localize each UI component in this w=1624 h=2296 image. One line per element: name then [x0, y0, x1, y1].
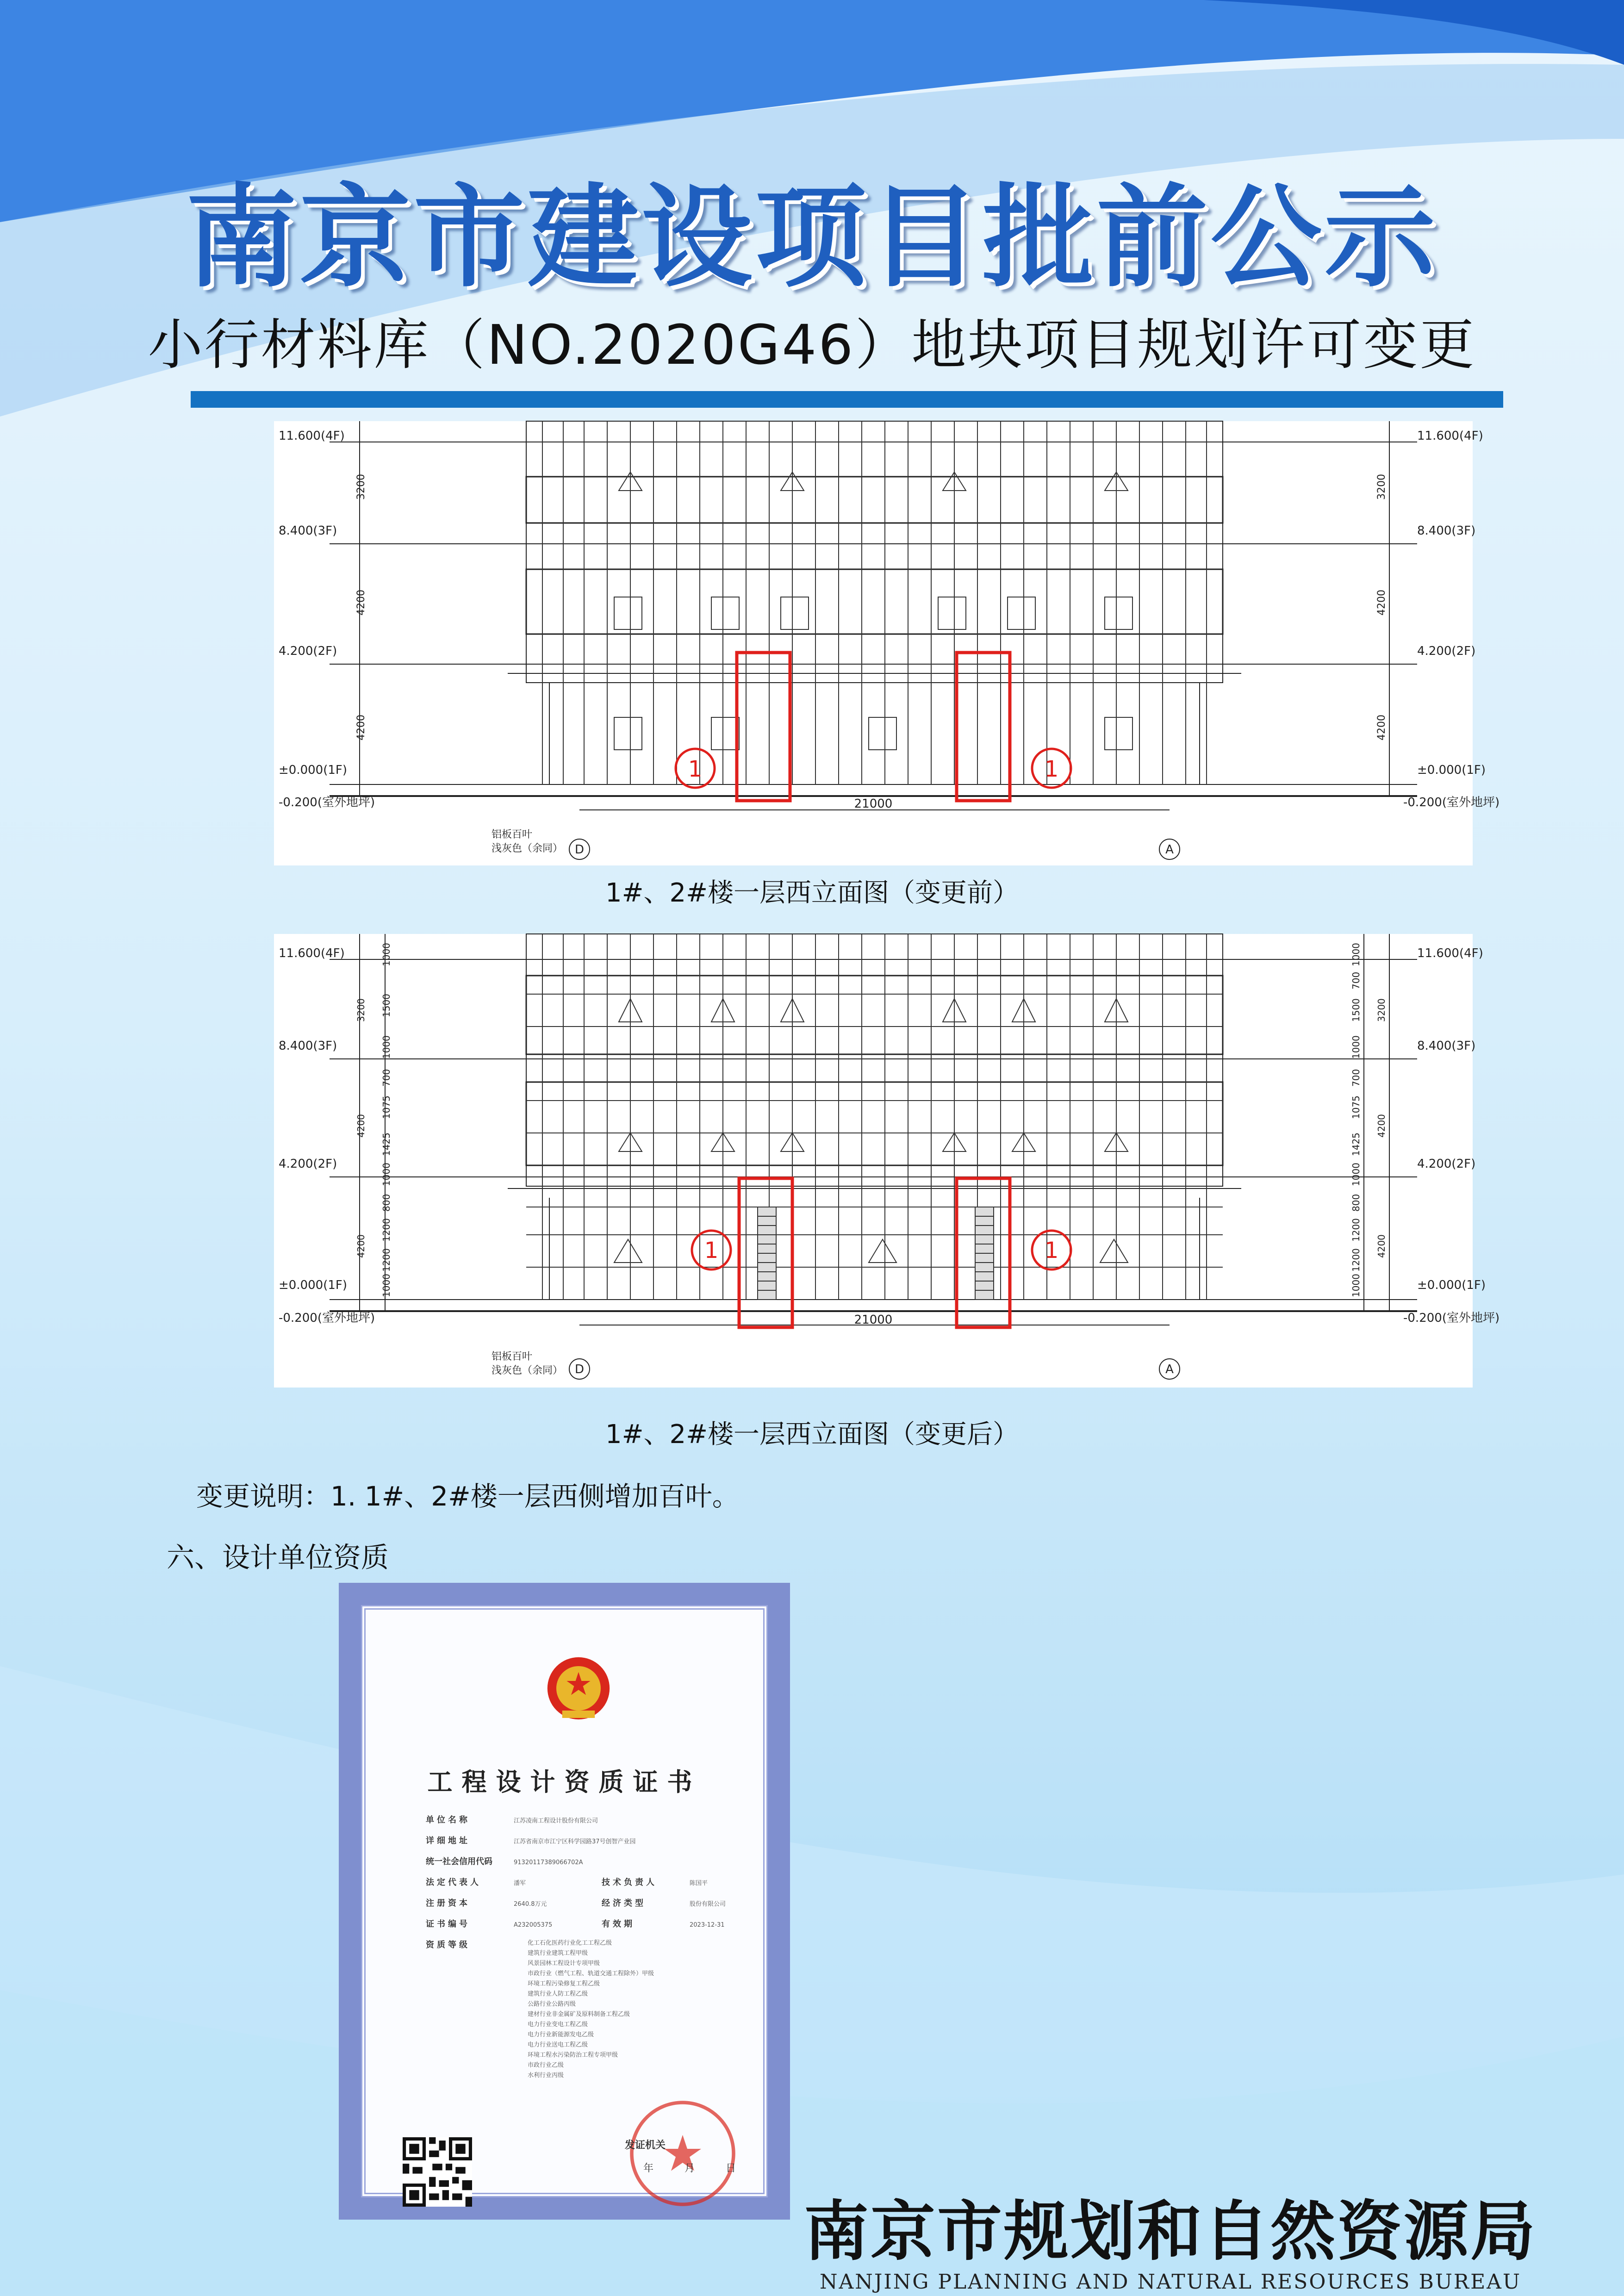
change-description: 变更说明：1. 1#、2#楼一层西侧增加百叶。	[196, 1481, 739, 1512]
svg-text:1: 1	[704, 1238, 719, 1263]
dim-label: 3200	[1376, 474, 1388, 500]
axis-marker-d	[569, 1359, 590, 1379]
dim-label: 1000	[381, 1163, 392, 1186]
change-marker-2	[1032, 749, 1071, 788]
dim-label: 1000	[381, 1035, 392, 1059]
drawing-caption-after: 1#、2#楼一层西立面图（变更后）	[605, 1419, 1019, 1450]
svg-text:1: 1	[1044, 756, 1059, 782]
qualification-item: 电力行业变电工程乙级	[528, 2021, 588, 2028]
dim-label: 1500	[1350, 998, 1362, 1022]
elevation-drawing-after	[274, 934, 1500, 1388]
axis-marker-a	[1159, 1359, 1180, 1379]
qualification-item: 水利行业丙级	[528, 2072, 564, 2079]
drawing-caption-before: 1#、2#楼一层西立面图（变更前）	[605, 878, 1019, 908]
level-label: 4.200(2F)	[279, 644, 337, 658]
dim-label: 4200	[355, 1114, 367, 1138]
bureau-signature	[804, 2180, 1537, 2294]
dim-label: 4200	[355, 715, 367, 740]
overall-width-dim: 21000	[854, 797, 893, 811]
material-note: 铝板百叶	[492, 829, 533, 840]
section-heading: 六、设计单位资质	[167, 1542, 389, 1574]
change-highlight-2	[957, 653, 1010, 801]
level-label: 4.200(2F)	[1417, 1157, 1476, 1171]
level-label: -0.200(室外地坪)	[279, 796, 375, 809]
qualification-item: 公路行业公路丙级	[528, 2001, 576, 2008]
dim-label: 4200	[355, 1234, 367, 1258]
level-label: -0.200(室外地坪)	[279, 1311, 375, 1325]
elevation-drawing-before	[274, 421, 1500, 865]
qualification-item: 市政行业乙级	[528, 2062, 564, 2069]
level-label: ±0.000(1F)	[279, 763, 348, 777]
cert-row-legal-rep: 法定代表人 潘军 技术负责人 陈国平	[426, 1878, 708, 1887]
official-seal-icon	[625, 2096, 740, 2211]
dim-label: 1200	[381, 1248, 392, 1272]
cert-row-credit-code: 统一社会信用代码 91320117389066702A	[426, 1857, 583, 1867]
dim-label: 1200	[1350, 1248, 1362, 1272]
svg-text:1: 1	[688, 756, 703, 782]
qualification-item: 环境工程污染修复工程乙级	[528, 1980, 600, 1987]
bureau-name: 南京市规划和自然资源局	[803, 2194, 1537, 2270]
svg-text:D: D	[574, 843, 585, 857]
dim-label: 3200	[355, 998, 367, 1022]
change-marker-2	[1032, 1231, 1071, 1269]
level-label: 8.400(3F)	[1417, 1039, 1476, 1053]
qualification-certificate	[339, 1583, 790, 2220]
svg-text:1: 1	[1044, 1238, 1059, 1263]
project-subtitle: 小行材料库（NO.2020G46）地块项目规划许可变更	[148, 313, 1476, 377]
qualification-item: 市政行业（燃气工程、轨道交通工程除外）甲级	[528, 1970, 654, 1977]
material-note: 浅灰色（余同）	[492, 1365, 563, 1376]
dim-label: 800	[1350, 1194, 1362, 1212]
qualification-item: 建材行业非金属矿及原料制备工程乙级	[528, 2011, 630, 2018]
national-emblem-icon	[541, 1651, 616, 1725]
qualification-item: 风景园林工程设计专项甲级	[528, 1960, 600, 1967]
cert-row-cert-number: 证书编号 A232005375 有效期 2023-12-31	[426, 1919, 725, 1929]
dim-label: 1000	[1350, 1035, 1362, 1059]
level-label: 8.400(3F)	[279, 1039, 337, 1053]
title-divider	[191, 391, 1503, 408]
qualification-item: 电力行业送电工程乙级	[528, 2041, 588, 2048]
material-note: 浅灰色（余同）	[492, 843, 563, 854]
material-note: 铝板百叶	[492, 1351, 533, 1363]
dim-label: 700	[381, 1069, 392, 1087]
qualification-item: 建筑行业人防工程乙级	[528, 1991, 588, 1997]
dim-label: 1425	[381, 1132, 392, 1156]
cert-row-address: 详细地址 江苏省南京市江宁区科学园路37号创智产业园	[426, 1836, 636, 1846]
elevation-svg-before	[274, 421, 1500, 865]
bureau-name-en: NANJING PLANNING AND NATURAL RESOURCES BUREAU	[819, 2270, 1522, 2294]
level-label: -0.200(室外地坪)	[1403, 1311, 1500, 1325]
qr-code-icon	[403, 2137, 472, 2207]
dim-label: 1075	[381, 1095, 392, 1119]
dim-label: 1000	[381, 943, 392, 966]
dim-label: 1200	[1350, 1218, 1362, 1242]
dim-label: 3200	[1376, 998, 1387, 1022]
dim-label: 4200	[355, 590, 367, 616]
dim-label: 1075	[1350, 1095, 1362, 1119]
qualification-item: 环境工程水污染防治工程专项甲级	[528, 2052, 618, 2059]
level-label: 11.600(4F)	[279, 946, 345, 960]
dim-label: 700	[1350, 1069, 1362, 1087]
dim-label: 1425	[1350, 1132, 1362, 1156]
dim-label: 4200	[1376, 1234, 1387, 1258]
dim-label: 1000	[1350, 1274, 1362, 1297]
dim-label: 1000	[1350, 943, 1362, 966]
added-louver-1	[758, 1207, 776, 1300]
qualification-item: 电力行业新能源发电乙级	[528, 2031, 594, 2038]
change-marker-1	[676, 749, 715, 788]
axis-marker-a	[1159, 839, 1180, 859]
cert-row-capital: 注册资本 2640.8万元 经济类型 股份有限公司	[426, 1898, 726, 1908]
axis-marker-d	[569, 839, 590, 859]
page-title: 南京市建设项目批前公示	[186, 172, 1438, 302]
cert-row-qual-label: 资质等级	[426, 1940, 470, 1950]
dim-label: 4200	[1376, 590, 1388, 616]
dim-label: 700	[1350, 971, 1362, 989]
level-label: 8.400(3F)	[1417, 524, 1476, 538]
level-label: ±0.000(1F)	[279, 1278, 348, 1292]
qualification-list	[528, 1938, 654, 2081]
issuer-label: 发证机关	[625, 2140, 666, 2151]
dim-label: 800	[381, 1194, 392, 1212]
elevation-svg-after	[274, 934, 1500, 1388]
dim-label: 4200	[1376, 1114, 1387, 1138]
level-label: 11.600(4F)	[1417, 429, 1483, 443]
level-label: 8.400(3F)	[279, 524, 337, 538]
level-label: -0.200(室外地坪)	[1403, 796, 1500, 809]
level-label: 4.200(2F)	[1417, 644, 1476, 658]
level-label: 11.600(4F)	[279, 429, 345, 443]
level-label: ±0.000(1F)	[1417, 763, 1486, 777]
dim-label: 3200	[355, 474, 367, 500]
dim-label: 1500	[381, 994, 392, 1017]
level-label: 11.600(4F)	[1417, 946, 1483, 960]
certificate-body	[361, 1605, 768, 2197]
level-label: ±0.000(1F)	[1417, 1278, 1486, 1292]
cert-row-unit: 单位名称 江苏凌南工程设计股份有限公司	[426, 1815, 598, 1825]
svg-text:A: A	[1165, 1363, 1174, 1376]
level-label: 4.200(2F)	[279, 1157, 337, 1171]
qualification-item: 建筑行业建筑工程甲级	[528, 1950, 588, 1957]
issue-date: 年 月 日	[643, 2163, 750, 2174]
certificate-title: 工程设计资质证书	[427, 1767, 702, 1797]
svg-text:D: D	[574, 1363, 585, 1376]
change-marker-1	[692, 1231, 731, 1269]
change-highlight-1	[737, 653, 790, 801]
qualification-item: 化工石化医药行业化工工程乙级	[528, 1940, 612, 1947]
svg-text:A: A	[1165, 843, 1174, 857]
added-louver-2	[975, 1207, 994, 1300]
dim-label: 1000	[1350, 1163, 1362, 1186]
overall-width-dim: 21000	[854, 1313, 893, 1327]
dim-label: 4200	[1376, 715, 1388, 740]
dim-label: 1000	[381, 1274, 392, 1297]
dim-label: 1200	[381, 1218, 392, 1242]
